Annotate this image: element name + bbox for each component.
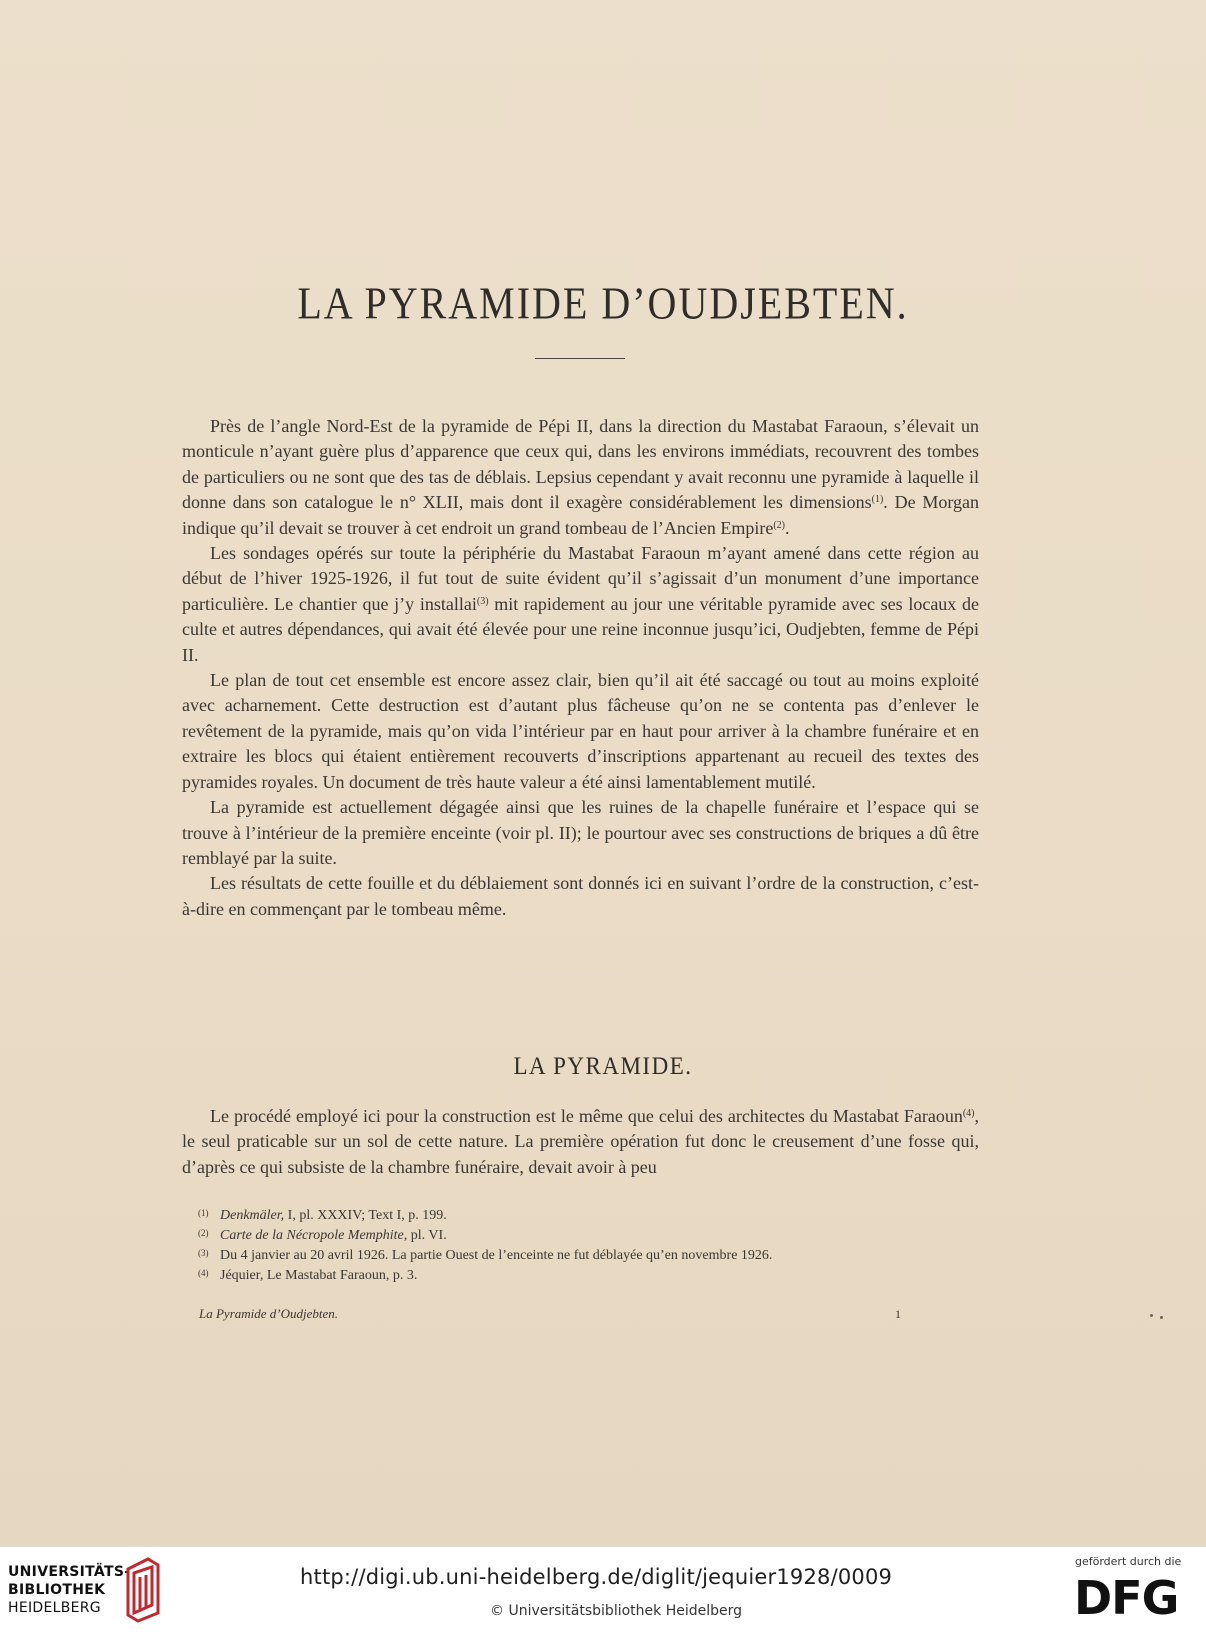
footnotes — [198, 1206, 958, 1286]
section-text — [182, 1104, 979, 1180]
copyright-notice: © Universitätsbibliothek Heidelberg — [490, 1603, 743, 1619]
digital-library-banner — [0, 1546, 1206, 1634]
intro-text — [182, 414, 979, 922]
footnote — [198, 1246, 958, 1266]
footnote-ref: (3) — [476, 595, 489, 607]
page-number: 1 — [895, 1307, 901, 1321]
library-name — [8, 1563, 130, 1617]
funded-by-label: gefördert durch die — [1075, 1555, 1182, 1568]
footnote-text: Carte de la Nécropole Memphite, pl. VI. — [220, 1228, 447, 1243]
scan-speck — [1150, 1314, 1153, 1317]
dfg-logo: DFG — [1074, 1571, 1179, 1625]
paragraph: Le procédé employé ici pour la construction est le même que celui des architectes du Mastabat Faraoun$^{(4)}$, le seul praticable sur un sol de cette nature. La première opération fut donc le creusement d’une fosse qui, d’après ce qui subsiste de la chambre funéraire, devait avoir à peu — [182, 1106, 979, 1177]
library-line: BIBLIOTHEK — [8, 1582, 106, 1598]
scan-speck — [1160, 1316, 1163, 1319]
paragraph: La pyramide est actuellement dégagée ainsi que les ruines de la chapelle funéraire et l’espace qui se trouve à l’intérieur de la première enceinte (voir pl. II); le pourtour avec ses constructions de briques a dû être remblayé par la suite. — [182, 797, 979, 868]
footnote-mark: (1) — [198, 1208, 209, 1218]
footnote — [198, 1226, 958, 1246]
paragraph: Les sondages opérés sur toute la périphérie du Mastabat Faraoun m’ayant amené dans cette région au début de l’hiver 1925-1926, il fut tout de suite évident qu’il s’agissait d’un monument d’une importance particulière. Le chantier que j’y installai$^{(3)}$ mit rapidement au jour une véritable pyramide avec ses locaux de culte et autres dépendances, qui avait été élevée pour une reine inconnue jusqu’ici, Oudjebten, femme de Pépi II. — [182, 543, 979, 665]
footnote-mark: (4) — [198, 1268, 209, 1278]
paragraph: Près de l’angle Nord-Est de la pyramide de Pépi II, dans la direction du Mastabat Faraoun, s’élevait un monticule n’ayant guère plus d’apparence que ceux qui, dans les environs immédiats, recouvrent des tombes de particuliers ou ne sont que des tas de déblais. Lepsius cependant y avait reconnu une pyramide à laquelle il donne dans son catalogue le n° XLII, mais dont il exagère considérablement les dimensions$^{(1)}$. De Morgan indique qu’il devait se trouver à cet endroit un grand tombeau de l’Ancien Empire$^{(2)}$. — [182, 416, 980, 538]
footnote — [198, 1206, 958, 1226]
paragraph: Le plan de tout cet ensemble est encore assez clair, bien qu’il ait été saccagé ou tout au moins exploité avec acharnement. Cette destruction est d’autant plus fâcheuse qu’on ne se contenta pas d’enlever le revêtement de la pyramide, mais qu’on vida l’intérieur par en haut pour arriver à la chambre funéraire et en extraire les blocs qui étaient entièrement recouverts d’inscriptions appartenant au recueil des textes des pyramides royales. Un document de très haute valeur a été ainsi lamentablement mutilé. — [182, 670, 979, 792]
footnote-ref: (2) — [773, 519, 785, 531]
footnote-text: Jéquier, Le Mastabat Faraoun, p. 3. — [220, 1268, 418, 1283]
library-line: UNIVERSITÄTS- — [8, 1564, 131, 1580]
library-line: HEIDELBERG — [8, 1600, 101, 1616]
footnote-ref: (4) — [962, 1108, 975, 1119]
footnote-mark: (2) — [198, 1228, 209, 1238]
title-rule — [535, 358, 625, 359]
footnote — [198, 1266, 958, 1286]
library-logo-icon — [118, 1557, 166, 1623]
running-footer: La Pyramide d’Oudjebten. — [199, 1306, 339, 1321]
paragraph: Les résultats de cette fouille et du déblaiement sont donnés ici en suivant l’ordre de la construction, c’est-à-dire en commençant par le tombeau même. — [182, 873, 979, 919]
section-heading: LA PYRAMIDE. — [513, 1052, 693, 1080]
footnote-mark: (3) — [198, 1248, 209, 1258]
page-title: LA PYRAMIDE D’OUDJEBTEN. — [297, 277, 909, 329]
footnote-text: Du 4 janvier au 20 avril 1926. La partie Ouest de l’enceinte ne fut déblayée qu’en novembre 1926. — [220, 1248, 773, 1263]
footnote-text: Denkmäler, I, pl. XXXIV; Text I, p. 199. — [220, 1208, 447, 1223]
permalink-url[interactable]: http://digi.ub.uni-heidelberg.de/diglit/jequier1928/0009 — [300, 1565, 893, 1589]
footnote-ref: (1) — [871, 494, 884, 506]
